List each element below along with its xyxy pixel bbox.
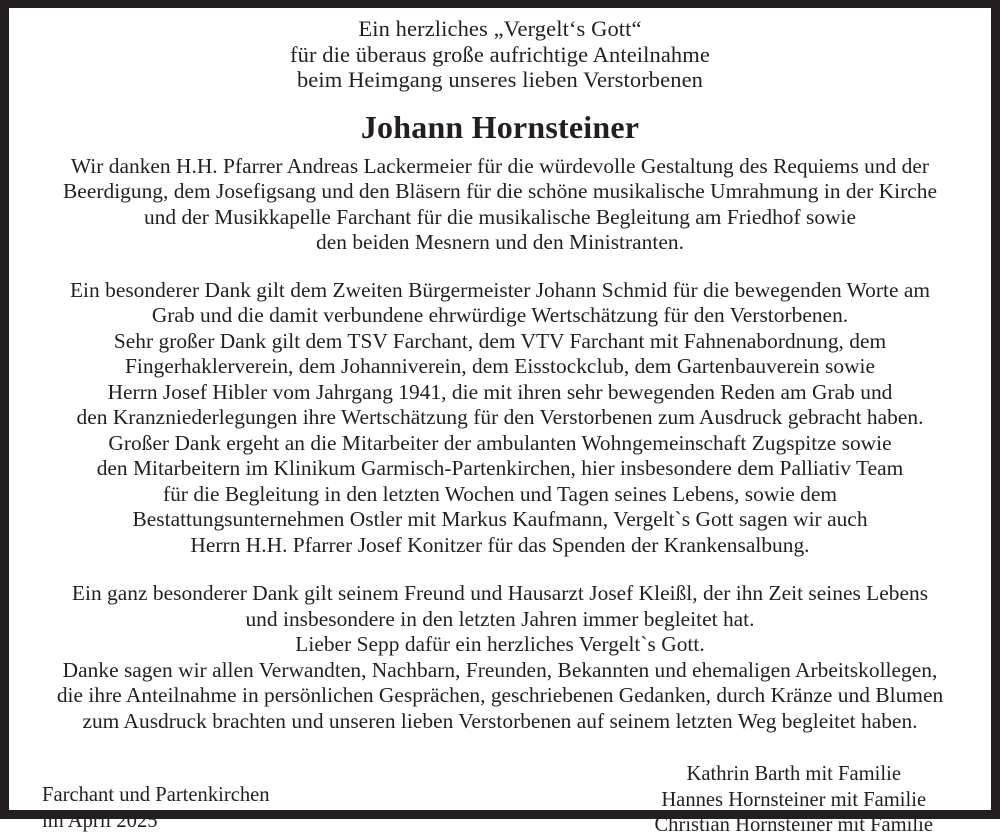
signoff-section (31, 756, 969, 839)
paragraph-3-line-6: zum Ausdruck brachten und unseren lieben Verstorbenen auf seinem letzten Weg begleitet haben. (82, 708, 918, 733)
intro-line-2: für die überaus große aufrichtige Anteilnahme (290, 41, 710, 67)
paragraph-2-line-6: den Kranzniederlegungen ihre Wertschätzung für den Verstorbenen zum Ausdruck gebracht haben. (76, 405, 924, 430)
paragraph-2-line-5: Herrn Josef Hibler vom Jahrgang 1941, die mit ihren sehr bewegenden Reden am Grab und (107, 379, 893, 404)
thanks-paragraph-3 (31, 581, 969, 734)
signoff-family-names (654, 756, 969, 839)
paragraph-1-line-3: und der Musikkapelle Farchant für die musikalische Begleitung am Friedhof sowie (143, 204, 857, 229)
paragraph-2-line-8: den Mitarbeitern im Klinikum Garmisch-Partenkirchen, hier insbesondere dem Palliativ Team (96, 456, 904, 481)
paragraph-2-line-7: Großer Dank ergeht an die Mitarbeiter der ambulanten Wohngemeinschaft Zugspitze sowie (108, 430, 892, 455)
intro-message (31, 16, 969, 93)
intro-line-3: beim Heimgang unseres lieben Verstorbenen (296, 67, 704, 93)
thanks-paragraph-1 (31, 154, 969, 256)
paragraph-2-line-10: Bestattungsunternehmen Ostler mit Markus Kaufmann, Vergelt`s Gott sagen wir auch (132, 507, 868, 532)
paragraph-3-line-1: Ein ganz besonderer Dank gilt seinem Freund und Hausarzt Josef Kleißl, der ihn Zeit seines Lebens (71, 581, 929, 606)
paragraph-1-line-2: Beerdigung, dem Josefigsang und den Bläsern für die schöne musikalische Umrahmung in der Kirche (63, 179, 937, 204)
paragraph-3-line-5: die ihre Anteilnahme in persönlichen Gesprächen, geschriebenen Gedanken, durch Kränze und Blumen (56, 683, 944, 708)
thanks-paragraph-2 (31, 278, 969, 559)
notice-content (9, 8, 991, 837)
paragraph-spacer-1 (31, 256, 969, 278)
paragraph-3-line-3: Lieber Sepp dafür ein herzliches Vergelt`s Gott. (295, 632, 705, 657)
paragraph-2-line-2: Grab und die damit verbundene ehrwürdige Wertschätzung für den Verstorbenen. (151, 303, 849, 328)
paragraph-3-line-4: Danke sagen wir allen Verwandten, Nachbarn, Freunden, Bekannten und ehemaligen Arbeitskollegen, (62, 657, 938, 682)
paragraph-2-line-1: Ein besonderer Dank gilt dem Zweiten Bürgermeister Johann Schmid für die bewegenden Worte am (69, 277, 931, 302)
paragraph-spacer-2 (31, 558, 969, 581)
family-name-3: Christian Hornsteiner mit Familie (654, 814, 933, 837)
deceased-name: Johann Hornsteiner (360, 108, 640, 145)
paragraph-3-line-2: und insbesondere in den letzten Jahren immer begleitet hat. (245, 606, 755, 631)
paragraph-2-line-4: Fingerhaklerverein, dem Johanniverein, dem Eisstockclub, dem Gartenbauverein sowie (124, 354, 876, 379)
paragraph-spacer-3 (31, 734, 969, 756)
paragraph-2-line-3: Sehr großer Dank gilt dem TSV Farchant, dem VTV Farchant mit Fahnenabordnung, dem (113, 328, 887, 353)
paragraph-2-line-9: für die Begleitung in den letzten Wochen und Tagen seines Lebens, sowie dem (162, 481, 838, 506)
paragraph-2-line-11: Herrn H.H. Pfarrer Josef Konitzer für das Spenden der Krankensalbung. (190, 532, 810, 557)
family-name-1: Kathrin Barth mit Familie (686, 763, 901, 786)
family-name-2: Hannes Hornsteiner mit Familie (661, 788, 927, 811)
intro-line-1: Ein herzliches „Vergelt‘s Gott“ (358, 16, 642, 41)
paragraph-1-line-1: Wir danken H.H. Pfarrer Andreas Lackermeier für die würdevolle Gestaltung des Requiems und der (70, 153, 930, 178)
signoff-place: Farchant und Partenkirchen (42, 784, 270, 807)
signoff-date: im April 2025 (42, 809, 158, 832)
paragraph-1-line-4: den beiden Mesnern und den Ministranten. (316, 230, 684, 255)
signoff-place-and-date (31, 756, 270, 834)
